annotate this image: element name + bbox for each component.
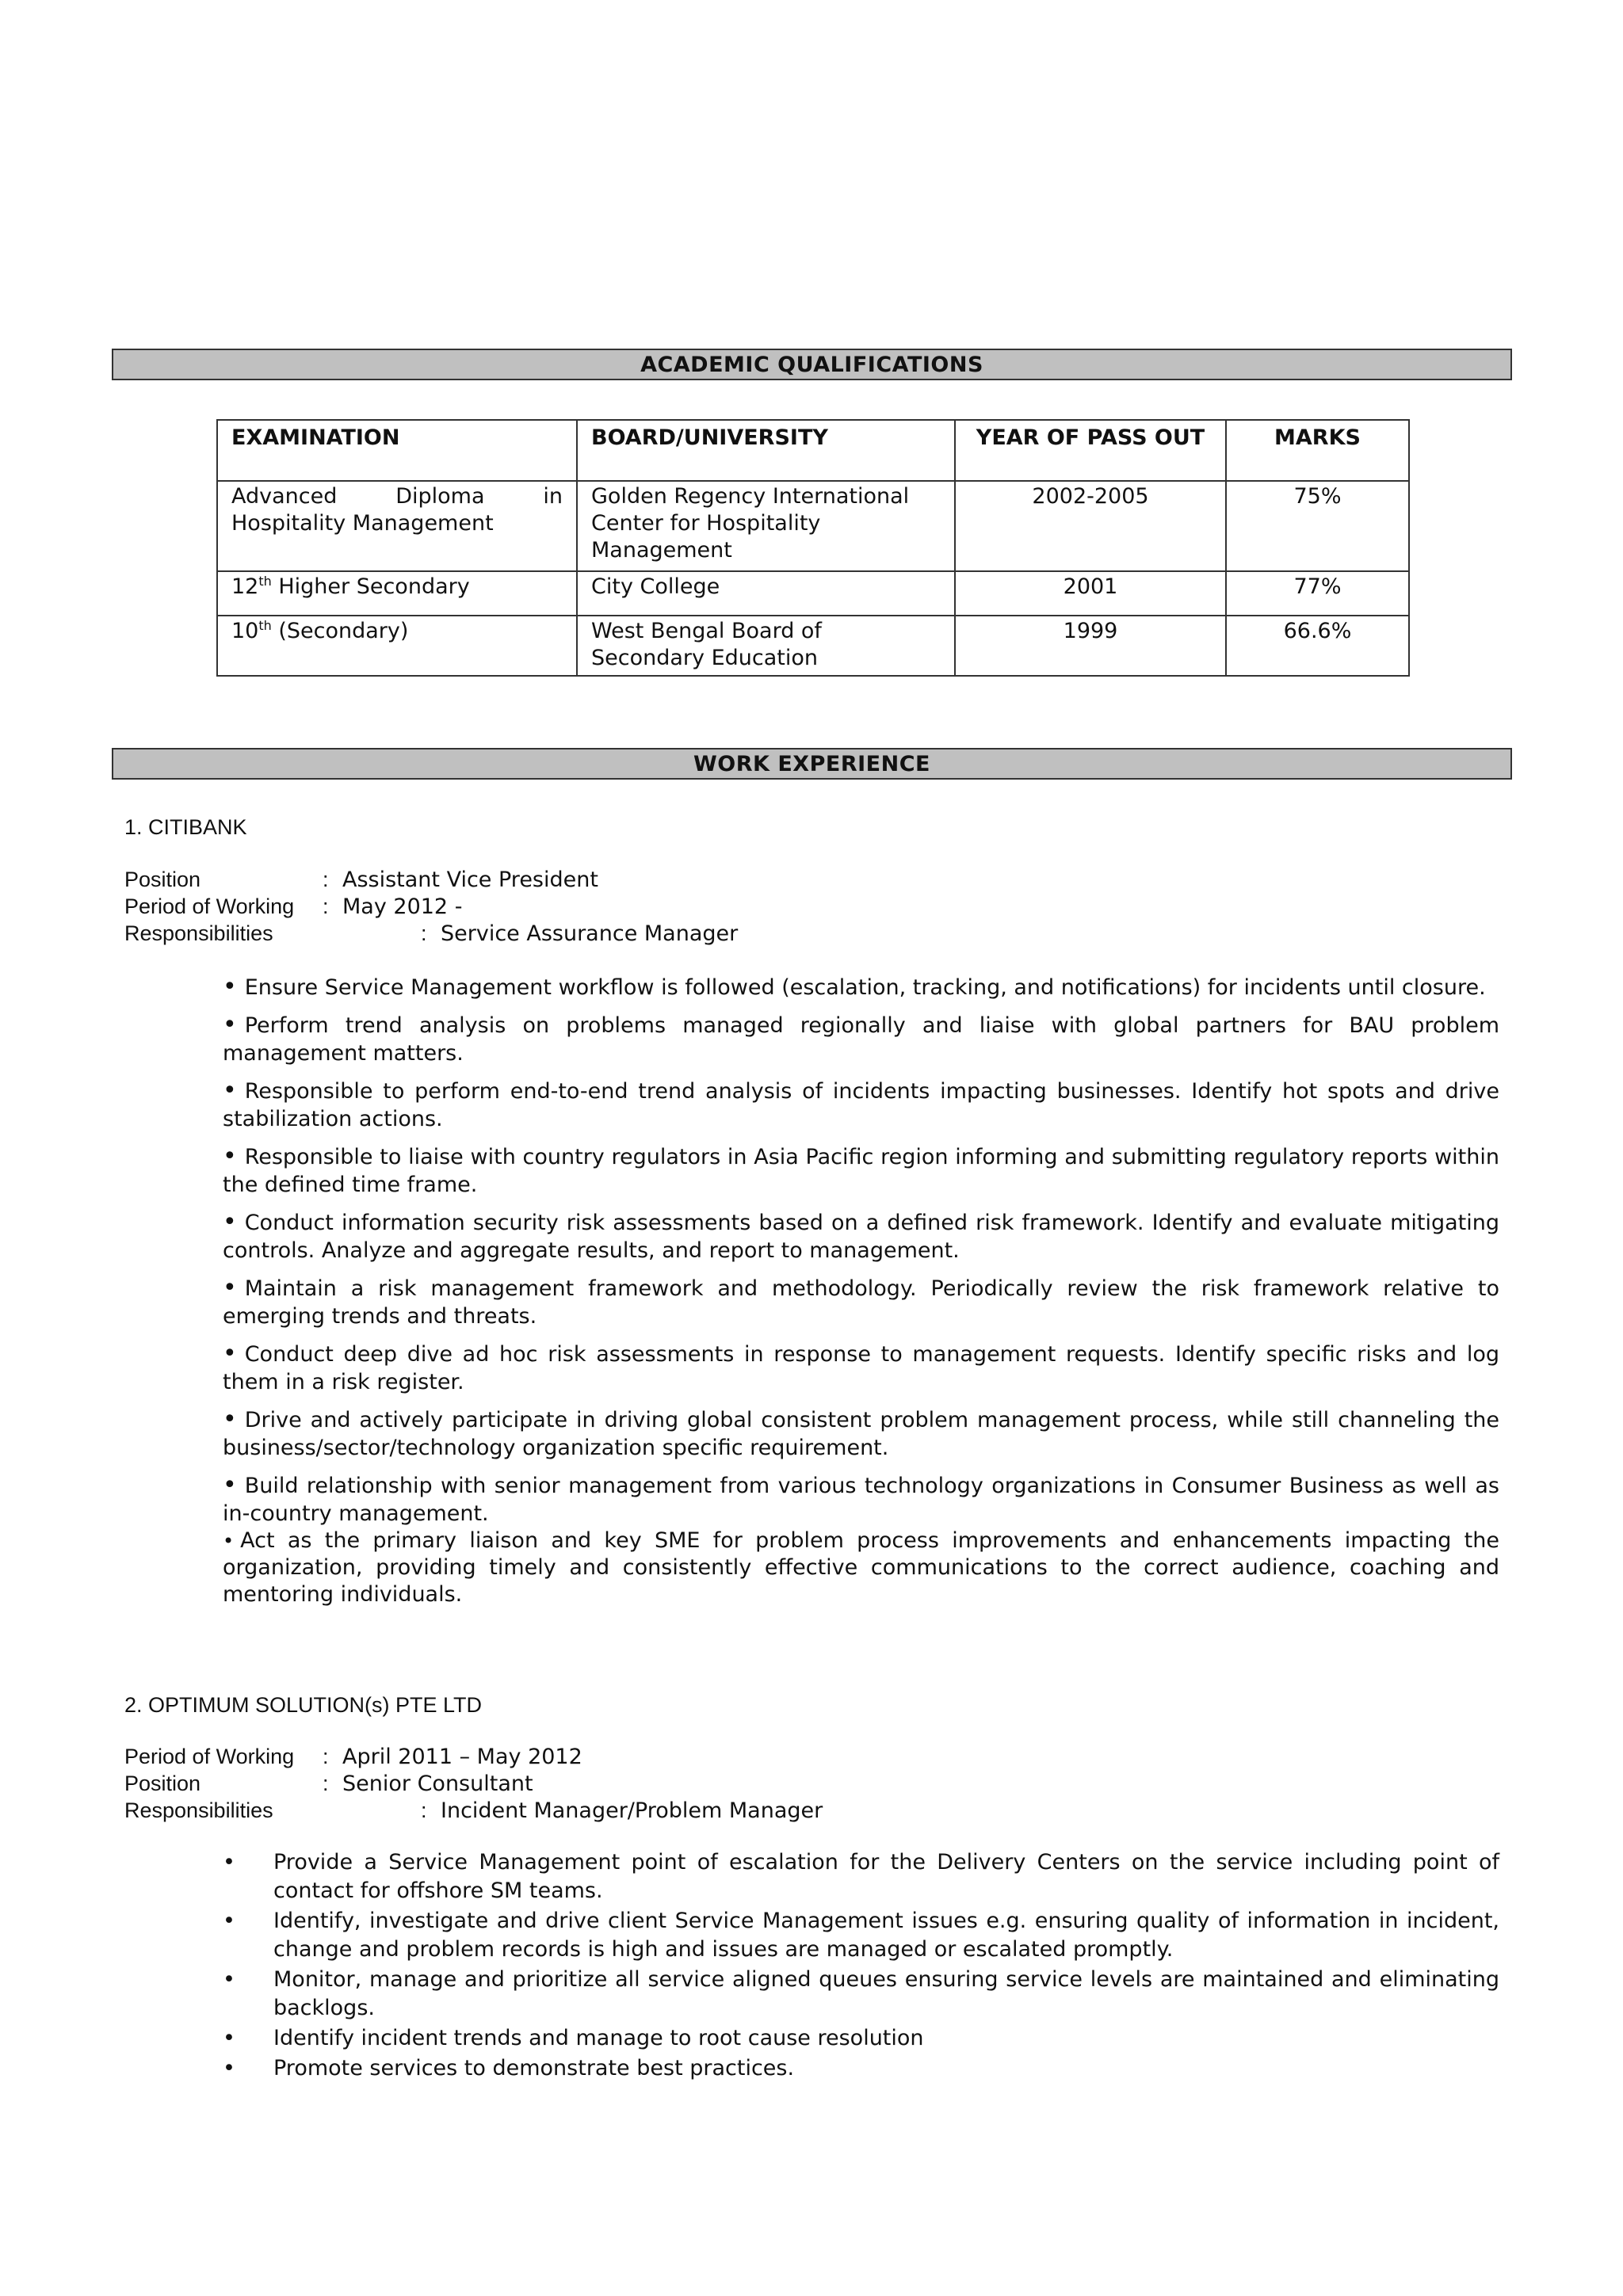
marks-cell: 75% (1226, 481, 1409, 571)
list-item (223, 2024, 1499, 2053)
list-item-text: Conduct information security risk assessments based on a defined risk framework. Identify and evaluate mitigating controls. Analyze and aggregate results, and report to management. (223, 1211, 1499, 1263)
work-experience-heading: WORK EXPERIENCE (112, 748, 1512, 780)
bullet-icon: • (223, 973, 237, 1001)
bullet-icon: • (223, 1340, 237, 1367)
period-label: Period of Working (124, 1745, 295, 1768)
separator: : (323, 1772, 329, 1795)
bullet-icon: • (223, 2056, 235, 2081)
position-label: Position (124, 868, 201, 891)
list-item-text: Provide a Service Management point of escalation for the Delivery Centers on the service including point of contact for offshore SM teams. (273, 1850, 1499, 1903)
list-item-text: Perform trend analysis on problems managed regionally and liaise with global partners for BAU problem management matters. (223, 1013, 1499, 1066)
bullet-icon: • (223, 1850, 235, 1875)
board-cell: Golden Regency International Center for Hospitality Management (577, 481, 955, 571)
job-responsibility-list (223, 973, 1499, 1618)
job-title: 1. CITIBANK (124, 815, 247, 839)
bullet-icon: • (223, 1274, 237, 1302)
list-item-text: Monitor, manage and prioritize all service aligned queues ensuring service levels are maintained and eliminating backlogs. (273, 1967, 1499, 2020)
bullet-icon: • (223, 1471, 237, 1499)
job-responsibilities-row (124, 920, 738, 948)
list-item (223, 1274, 1499, 1330)
header-examination: EXAMINATION (217, 420, 577, 481)
header-year-of-pass-out: YEAR OF PASS OUT (955, 420, 1226, 481)
job-position-row (124, 1770, 533, 1798)
list-item-text: Conduct deep dive ad hoc risk assessments in response to management requests. Identify specific risks and log them in a risk register. (223, 1342, 1499, 1394)
bullet-icon: • (223, 1405, 237, 1433)
board-cell: West Bengal Board of Secondary Education (577, 616, 955, 676)
table-row (217, 571, 1409, 616)
bullet-icon: • (223, 2026, 235, 2050)
exam-number: 12 (231, 574, 259, 599)
exam-superscript: th (258, 574, 272, 589)
list-item (223, 1142, 1499, 1199)
academic-qualifications-heading: ACADEMIC QUALIFICATIONS (112, 349, 1512, 380)
job-period-row (124, 893, 462, 921)
marks-cell: 66.6% (1226, 616, 1409, 676)
list-item (223, 1966, 1499, 2023)
list-item (223, 1907, 1499, 1964)
year-cell: 2001 (955, 571, 1226, 616)
bullet-icon: • (223, 1530, 235, 1552)
list-item-text: Identify incident trends and manage to root cause resolution (273, 2026, 924, 2050)
list-item-text: Act as the primary liaison and key SME for problem process improvements and enhancements impacting the organization, providing timely and consistently effective communications to the correct audience, coaching and mentoring individuals. (223, 1528, 1499, 1607)
list-item (223, 1527, 1499, 1608)
list-item-text: Identify, investigate and drive client Service Management issues e.g. ensuring quality of information in incident, change and problem records is high and issues are managed or escalated promptly. (273, 1909, 1499, 1962)
exam-text: Higher Secondary (271, 574, 470, 599)
exam-cell (217, 616, 577, 676)
responsibilities-label: Responsibilities (124, 1798, 273, 1822)
list-item (223, 973, 1499, 1001)
responsibilities-value: Incident Manager/Problem Manager (441, 1798, 823, 1823)
bullet-icon: • (223, 1011, 237, 1039)
academic-table (216, 419, 1410, 677)
separator: : (323, 868, 329, 891)
list-item-text: Ensure Service Management workflow is followed (escalation, tracking, and notifications) for incidents until closure. (244, 975, 1486, 1000)
separator: : (323, 1745, 329, 1768)
bullet-icon: • (223, 1208, 237, 1236)
bullet-icon: • (223, 1077, 237, 1104)
separator: : (421, 1798, 427, 1822)
position-label: Position (124, 1772, 201, 1795)
year-cell: 1999 (955, 616, 1226, 676)
list-item-text: Responsible to liaise with country regulators in Asia Pacific region informing and submitting regulatory reports within the defined time frame. (223, 1145, 1499, 1197)
table-row (217, 481, 1409, 571)
list-item (223, 1471, 1499, 1527)
list-item-text: Promote services to demonstrate best practices. (273, 2056, 795, 2081)
period-value: April 2011 – May 2012 (342, 1745, 582, 1769)
year-cell: 2002-2005 (955, 481, 1226, 571)
position-value: Assistant Vice President (342, 868, 598, 892)
period-label: Period of Working (124, 894, 295, 918)
position-value: Senior Consultant (342, 1772, 533, 1796)
list-item (223, 1340, 1499, 1396)
job-period-row (124, 1743, 582, 1771)
header-board-university: BOARD/UNIVERSITY (577, 420, 955, 481)
list-item-text: Responsible to perform end-to-end trend analysis of incidents impacting businesses. Identify hot spots and drive stabilization actions. (223, 1079, 1499, 1131)
header-marks: MARKS (1226, 420, 1409, 481)
table-header-row (217, 420, 1409, 481)
exam-cell (217, 481, 577, 571)
responsibilities-value: Service Assurance Manager (441, 921, 739, 946)
exam-cell (217, 571, 577, 616)
list-item-text: Build relationship with senior management from various technology organizations in Consumer Business as well as in-country management. (223, 1474, 1499, 1526)
list-item-text: Maintain a risk management framework and methodology. Periodically review the risk framework relative to emerging trends and threats. (223, 1276, 1499, 1329)
list-item (223, 2054, 1499, 2083)
table-row (217, 616, 1409, 676)
exam-line: Hospitality Management (231, 511, 494, 536)
bullet-icon: • (223, 1967, 235, 1992)
list-item (223, 1077, 1499, 1133)
job-position-row (124, 866, 598, 894)
list-item (223, 1405, 1499, 1462)
responsibilities-label: Responsibilities (124, 921, 273, 945)
board-cell: City College (577, 571, 955, 616)
list-item-text: Drive and actively participate in driving global consistent problem management process, while still channeling the business/sector/technology organization specific requirement. (223, 1408, 1499, 1460)
exam-number: 10 (231, 619, 259, 643)
separator: : (323, 894, 329, 918)
exam-text: (Secondary) (271, 619, 409, 643)
marks-cell: 77% (1226, 571, 1409, 616)
separator: : (421, 921, 427, 945)
exam-superscript: th (258, 618, 272, 633)
exam-line: Advanced Diploma in (231, 484, 563, 509)
job-responsibilities-row (124, 1797, 823, 1825)
list-item (223, 1848, 1499, 1905)
job-title: 2. OPTIMUM SOLUTION(s) PTE LTD (124, 1693, 483, 1717)
job-responsibility-list (223, 1848, 1499, 2084)
list-item (223, 1011, 1499, 1067)
list-item (223, 1208, 1499, 1264)
bullet-icon: • (223, 1909, 235, 1933)
bullet-icon: • (223, 1142, 237, 1170)
period-value: May 2012 - (342, 894, 463, 919)
